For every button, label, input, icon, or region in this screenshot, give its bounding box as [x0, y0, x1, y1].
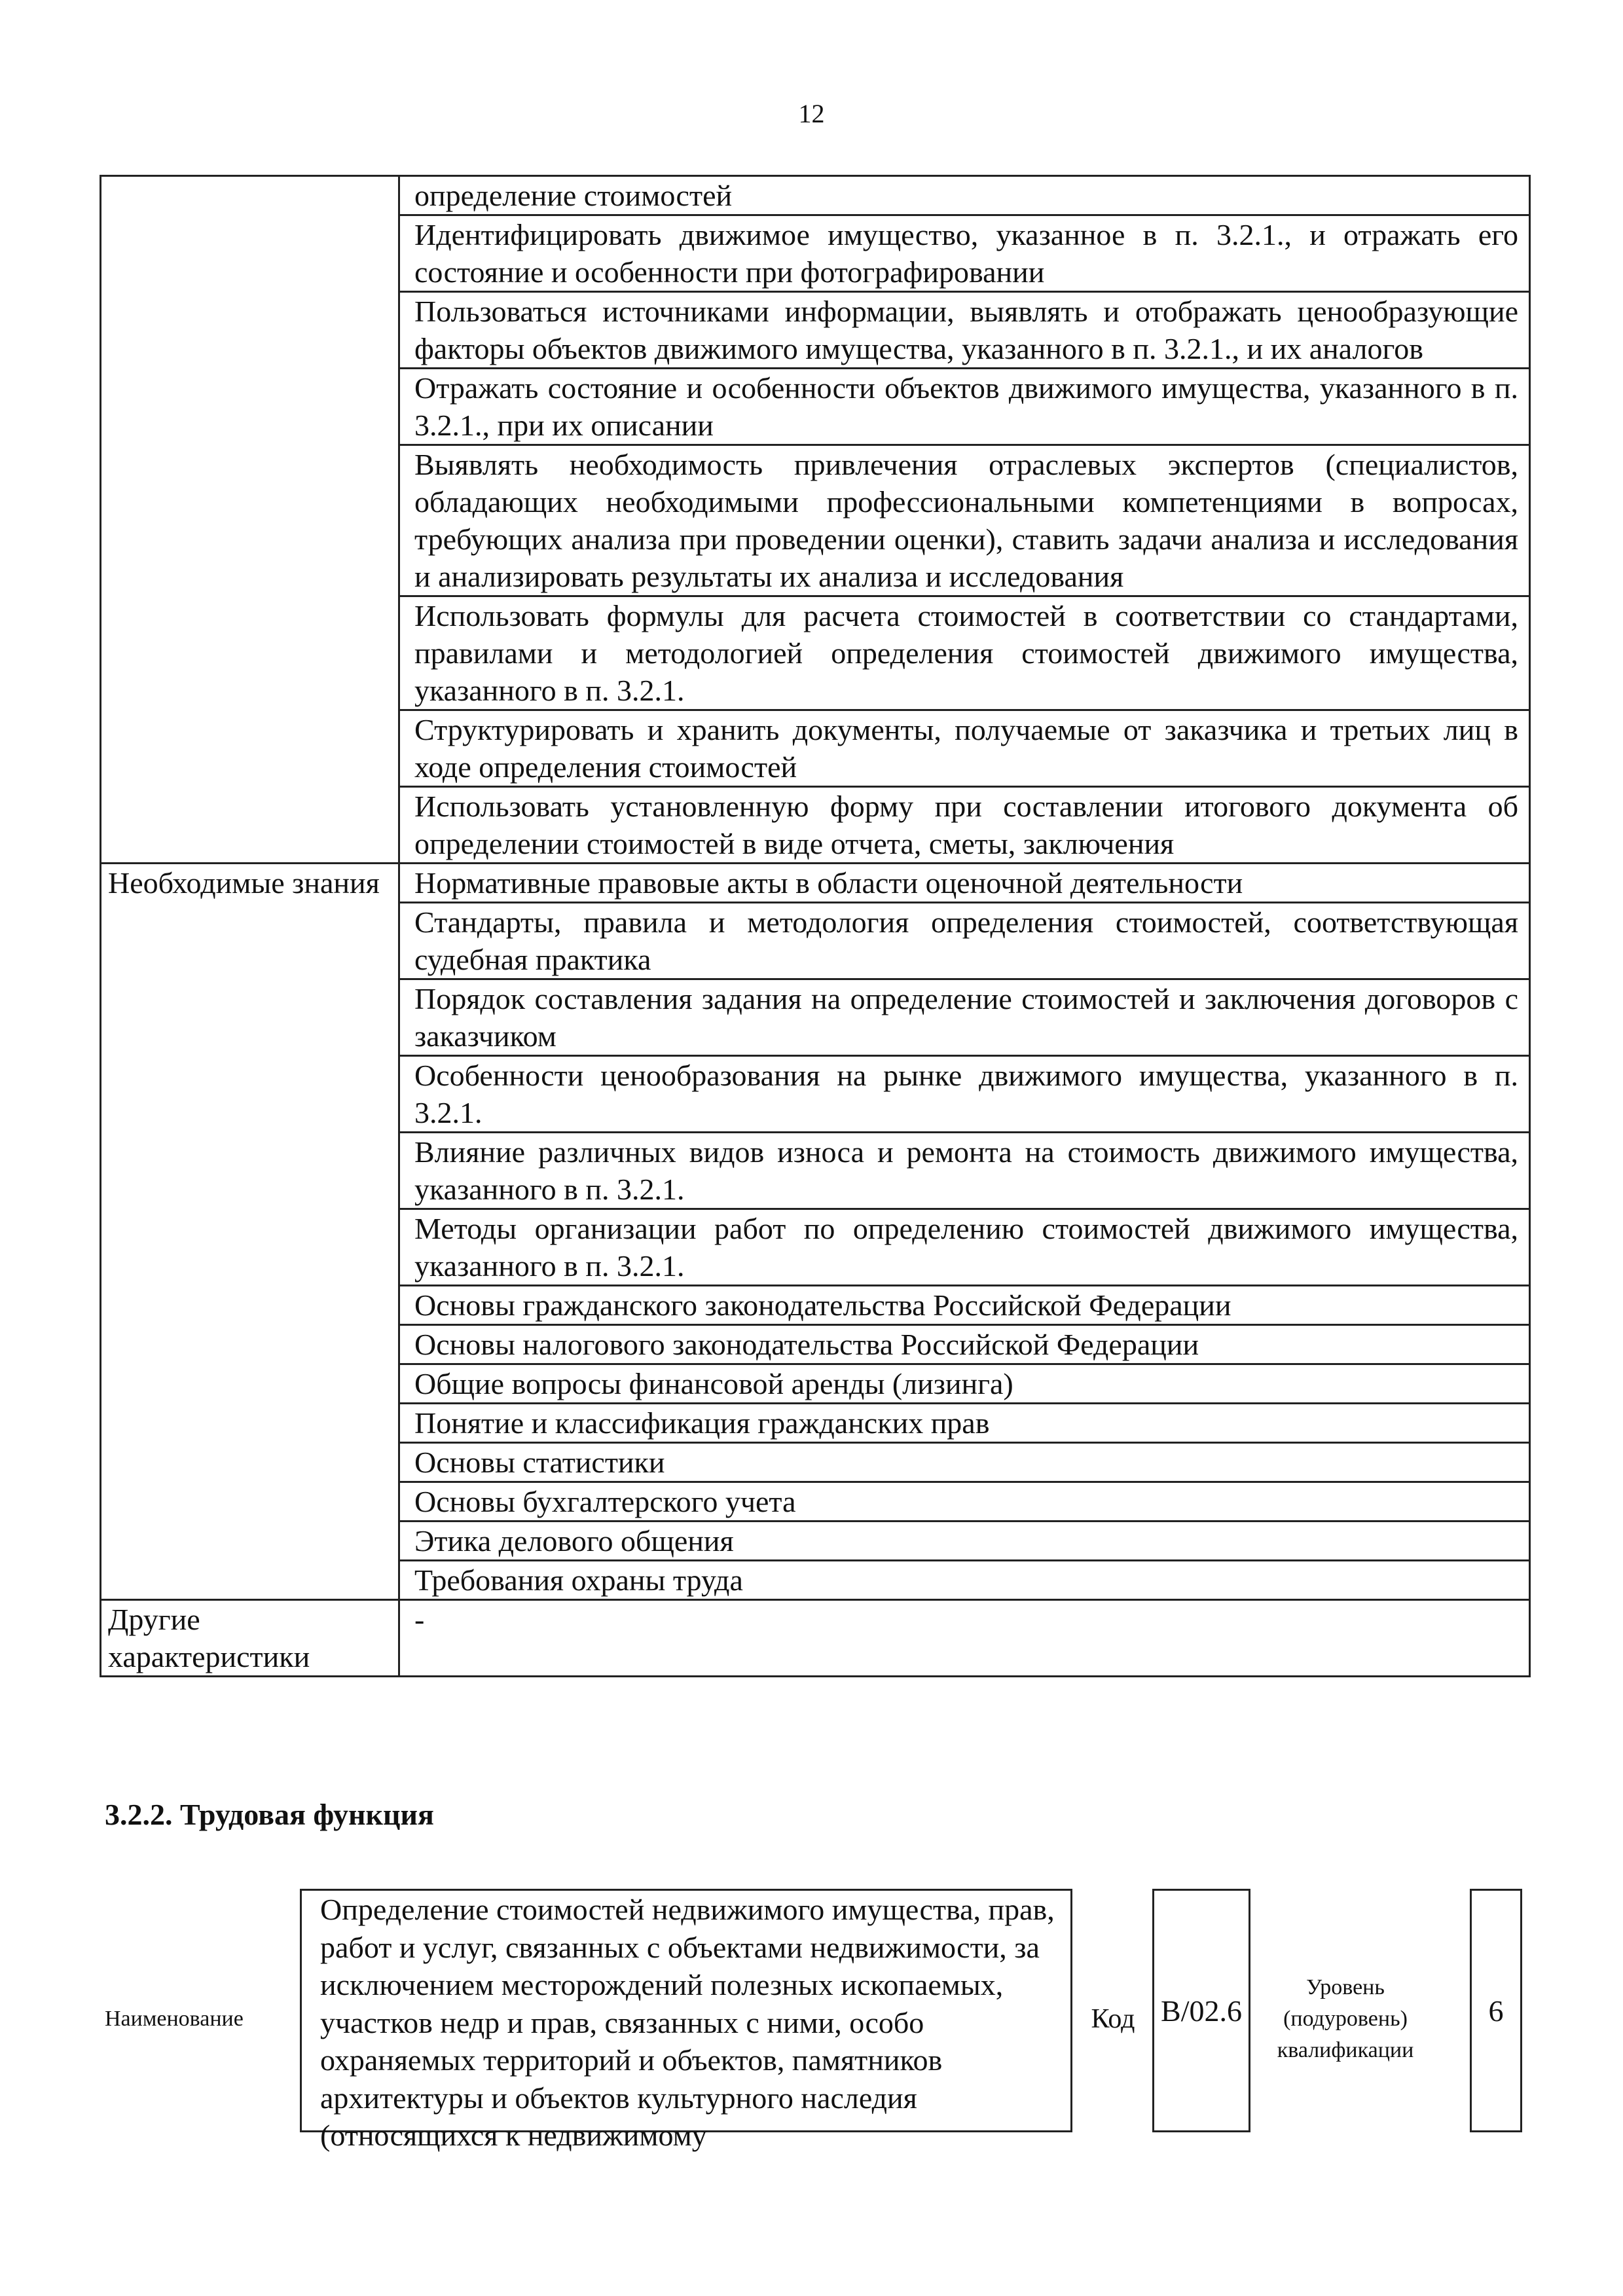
function-name-box: Определение стоимостей недвижимого имущества, прав, работ и услуг, связанных с объектами недвижимости, за исключением месторождений полезных ископаемых, участков недр и прав, связанных с ними, особо охраняемых территорий и объектов, памятников архитектуры и объектов культурного наследия (относящихся к недвижимому: [300, 1889, 1072, 2132]
section-heading: 3.2.2. Трудовая функция: [105, 1798, 434, 1831]
code-box: [1152, 1889, 1250, 2132]
table-cell: Идентифицировать движимое имущество, указанное в п. 3.2.1., и отражать его состояние и особенности при фотографировании: [399, 215, 1530, 292]
table-cell: Отражать состояние и особенности объектов движимого имущества, указанного в п. 3.2.1., при их описании: [399, 369, 1530, 445]
table-cell: Основы статистики: [399, 1443, 1530, 1482]
skills-table: [100, 175, 1531, 1677]
table-cell: Понятие и классификация гражданских прав: [399, 1404, 1530, 1443]
table-row: [101, 1600, 1530, 1677]
table-cell: Общие вопросы финансовой аренды (лизинга): [399, 1364, 1530, 1404]
table-cell: Нормативные правовые акты в области оценочной деятельности: [399, 864, 1530, 903]
knowledge-label: Необходимые знания: [101, 864, 399, 1600]
table-cell: Методы организации работ по определению стоимостей движимого имущества, указанного в п. 3.2.1.: [399, 1209, 1530, 1286]
name-label: Наименование: [105, 2007, 244, 2031]
table-cell: определение стоимостей: [399, 176, 1530, 215]
level-box: [1470, 1889, 1522, 2132]
table-cell: Основы бухгалтерского учета: [399, 1482, 1530, 1522]
code-value: B/02.6: [1161, 1994, 1242, 2028]
table-cell: Пользоваться источниками информации, выявлять и отображать ценообразующие факторы объектов движимого имущества, указанного в п. 3.2.1., и их аналогов: [399, 292, 1530, 369]
table-cell: Использовать установленную форму при составлении итогового документа об определении стоимостей в виде отчета, сметы, заключения: [399, 787, 1530, 864]
table-cell: Стандарты, правила и методология определения стоимостей, соответствующая судебная практика: [399, 903, 1530, 979]
skills-label-cell: [101, 176, 399, 864]
table-row: [101, 864, 1530, 903]
other-label: Другие характеристики: [101, 1600, 399, 1677]
page-number: 12: [798, 99, 825, 128]
other-value: -: [399, 1600, 1530, 1677]
table-cell: Этика делового общения: [399, 1522, 1530, 1561]
table-cell: Влияние различных видов износа и ремонта на стоимость движимого имущества, указанного в п. 3.2.1.: [399, 1133, 1530, 1209]
level-label: Уровень (подуровень) квалификации: [1277, 1975, 1414, 2062]
level-value: 6: [1488, 1994, 1504, 2028]
table-row: [101, 176, 1530, 215]
table-cell: Порядок составления задания на определение стоимостей и заключения договоров с заказчиком: [399, 979, 1530, 1056]
table-cell: Требования охраны труда: [399, 1561, 1530, 1600]
table-cell: Структурировать и хранить документы, получаемые от заказчика и третьих лиц в ходе определения стоимостей: [399, 710, 1530, 787]
table-cell: Основы гражданского законодательства Российской Федерации: [399, 1286, 1530, 1325]
table-cell: Выявлять необходимость привлечения отраслевых экспертов (специалистов, обладающих необходимыми профессиональными компетенциями в вопросах, требующих анализа при проведении оценки), ставить задачи анализа и исследования и анализировать результаты их анализа и исследования: [399, 445, 1530, 596]
code-label: Код: [1091, 2004, 1135, 2034]
table-cell: Использовать формулы для расчета стоимостей в соответствии со стандартами, правилами и методологией определения стоимостей движимого имущества, указанного в п. 3.2.1.: [399, 596, 1530, 710]
table-cell: Основы налогового законодательства Российской Федерации: [399, 1325, 1530, 1364]
table-cell: Особенности ценообразования на рынке движимого имущества, указанного в п. 3.2.1.: [399, 1056, 1530, 1133]
